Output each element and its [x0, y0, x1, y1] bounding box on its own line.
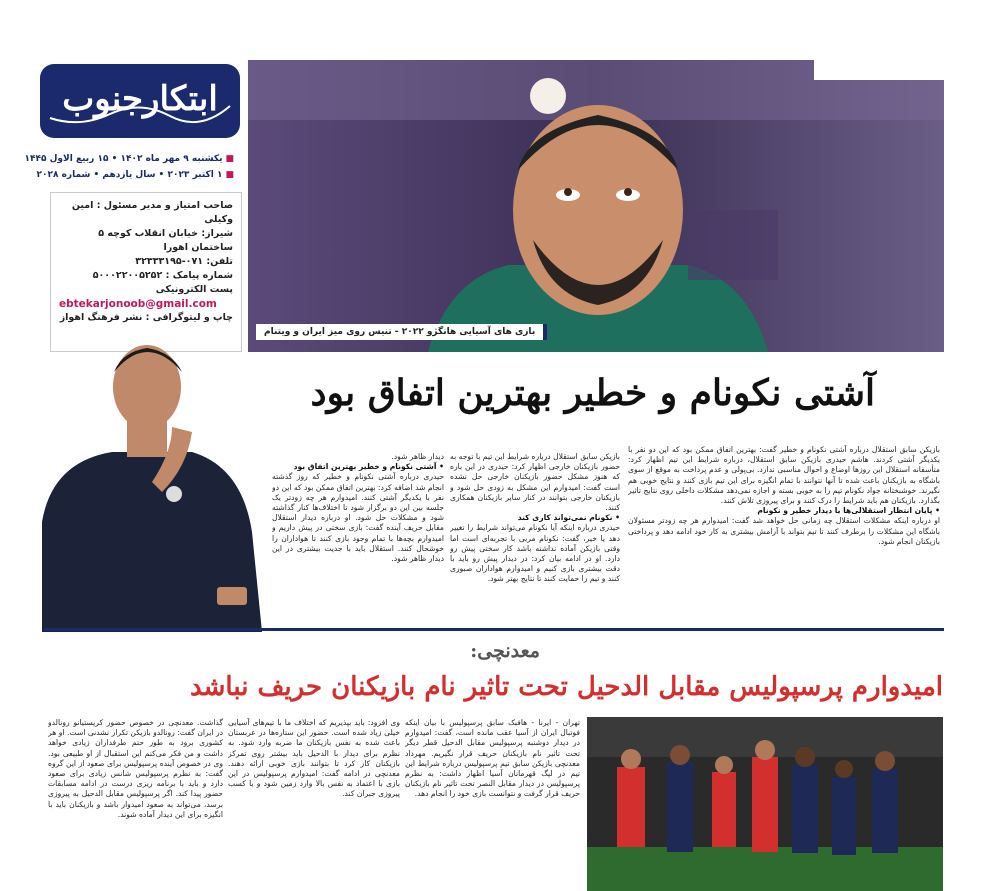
article1-col1: بازیکن سابق استقلال درباره آشتی نکونام و خطیر گفت: بهترین اتفاق ممکن بود که این دو نفر با یکدیگر آشتی کردند. هاشم حیدری بازیکن سابق استقلال، درباره شرایط این تیم اظهار کرد: متأسفانه استقلال این روزها اوضاع و احوال مناسبی ندارد. بی‌پولی و عدم پرداخت به موقع از سوی باشگاه به بازیکنان باعث شده تا آنها نتوانند با تمام انگیزه برای این تیم بازی کنند و نتایج خوبی هم نگیرند. خوشبختانه جواد نکونام تیم را به خوبی بسته و اجازه نمی‌دهد مشکلات داخلی روی نتایج تاثیر بگذارد. بازیکنان هم باید شرایط را درک کنند و برای پیروزی تلاش کنند. • پایان انتظار استقلالی‌ها با دیدار خطیر و نکونام او درباره اینکه مشکلات استقلال چه زمانی حل خواهد شد گفت: امیدوارم هر چه زودتر مسئولان باشگاه این مشکلات را برطرف کنند تا تیم بتواند با آرامش بیشتری به کار خود ادامه دهد و پرداختی بازیکنان انجام شود.: [628, 445, 940, 546]
article1-col2: بازیکن سابق استقلال درباره شرایط این تیم با توجه به حضور بازیکنان خارجی اظهار کرد: حیدری در این باره که هنوز مشکل حضور بازیکنان خارجی حل نشده است گفت: امیدوارم این مشکل به زودی حل شود و بازیکنان خارجی بتوانند در کنار سایر بازیکنان همکاری کنند. • نکونام نمی‌تواند کاری کند حیدری درباره اینکه آیا نکونام می‌تواند شرایط را تغییر دهد یا خیر، گفت: نکونام مربی با تجربه‌ای است اما وقتی بازیکن آماده نداشته باشد کار سختی پیش رو دارد. او در ادامه بیان کرد: در دیدار پیش رو باید با دقت بیشتری بازی کنیم و امیدوارم هواداران صبوری کنند و تیم را حمایت کنند تا نتایج بهتر شود.: [450, 452, 620, 584]
logo-text: ابتکارجنوب: [62, 79, 218, 119]
match-photo: [587, 717, 943, 891]
masthead: [24, 58, 240, 188]
article2-kicker: معدنچی:: [470, 640, 540, 662]
article2-col3: گذاشت. معدنچی در خصوص حضور کریستیانو رونالدو در ایران گفت: رونالدو بازیکن تکرار نشدنی است. او هر کشوری برود به طور حتم طرفداران زیادی خواهد داشت و من فکر می‌کنم این استقبال از او طبیعی بود. وی در خصوص آینده پرسپولیس برای صعود از این گروه گفت: به نظرم پرسپولیس شانس زیادی برای صعود دارد و باید با برنامه ریزی درست در ادامه مسابقات حضور پیدا کند. اگر پرسپولیس مقابل الدحیل به پیروزی برسد، می‌تواند به صعود امیدوار باشد و بازیکنان باید با انگیزه برای این دیدار آماده شوند.: [48, 718, 223, 819]
article2-headline[interactable]: امیدوارم پرسپولیس مقابل الدحیل تحت تاثیر نام بازیکنان حریف نباشد: [190, 672, 943, 702]
article1-sub1: • پایان انتظار استقلالی‌ها با دیدار خطیر و نکونام: [757, 506, 940, 516]
date-line-2: ■۱ اکتبر ۲۰۲۳ • سال یازدهم • شماره ۲۰۲۸: [36, 170, 234, 180]
article1-sub3: • آشتی نکونام و خطیر بهترین اتفاق بود: [293, 462, 444, 472]
article2-col1: تهران - ایرنا - هافبک سابق پرسپولیس با بیان اینکه فوتبال ایران از آسیا عقب مانده است، گفت: امیدوارم در دیدار دوشنبه پرسپولیس مقابل الدحیل قطر دیگر تحت تاثیر نام بازیکنان حریف قرار نگیریم. مهرداد معدنچی بازیکن سابق تیم پرسپولیس درباره شرایط این تیم در لیگ قهرمانان آسیا اظهار داشت: به نظرم پرسپولیس در دیدار مقابل النصر تحت تاثیر نام بازیکنان حریف قرار گرفت و نتوانست بازی خود را انجام دهد.: [405, 718, 580, 799]
section-divider: [44, 628, 944, 631]
imprint-box: [50, 192, 242, 352]
print-house: چاپ و لیتوگرافی : نشر فرهنگ اهواز: [59, 312, 233, 323]
article1-col3: دیدار ظاهر شود. • آشتی نکونام و خطیر بهترین اتفاق بود حیدری درباره آشتی نکونام و خطیر که روز گذشته انجام شد اضافه کرد: بهترین اتفاق ممکن بود که این دو نفر با یکدیگر آشتی کنند. امیدوارم هر چه زودتر یک جلسه بین این دو برگزار شود تا اختلاف‌ها کنار گذاشته شود و مشکلات حل شود. او درباره دیدار استقلال مقابل حریف آینده گفت: بازی سختی در پیش داریم و امیدوارم بچه‌ها با تمام وجود بازی کنند تا هواداران را خوشحال کنند. استقلال باید با جدیت بیشتری در این دیدار ظاهر شود.: [272, 452, 444, 564]
sms: شماره پیامک : ۵۰۰۰۲۲۰۰۵۲۵۲: [92, 270, 233, 281]
phone: تلفن: ۰۷۱-۳۲۳۳۳۱۹۵: [135, 256, 233, 267]
email-label: پست الکترونیکی: [155, 284, 233, 295]
hero-caption: بازی های آسیایی هانگژو ۲۰۲۲ - تنیس روی میز ایران و ویتنام: [256, 324, 547, 340]
date-line-1: ■یکشنبه ۹ مهر ماه ۱۴۰۲ • ۱۵ ربیع الاول ۱۴۴۵: [24, 154, 234, 164]
article1-headline[interactable]: آشتی نکونام و خطیر بهترین اتفاق بود: [310, 372, 875, 414]
hero-photo: [248, 60, 944, 352]
article2-col2: وی افزود: باید بپذیریم که اختلاف ما با تیم‌های آسیایی خیلی زیاد شده است. حضور این ستاره‌ها در عربستان باعث شده به نفس بازیکنان ما ضربه وارد شود. به نظرم برای دیدار با الدحیل باید بیشتر روی تمرکز بازیکنان کار کرد تا بتوانند بازی خوبی ارائه دهند. معدنچی در ادامه گفت: امیدوارم پرسپولیس در این بازی با اعتماد به نفس بالا وارد زمین شود و با کسب پیروزی جبران کند.: [228, 718, 400, 799]
coach-photo: [22, 332, 272, 632]
hero-corner-cut: [814, 60, 944, 80]
publisher: صاحب امتیاز و مدیر مسئول : امین وکیلی: [71, 200, 233, 225]
email-link[interactable]: ebtekarjonoob@gmail.com: [59, 298, 217, 310]
address: شیراز: خیابان انقلاب کوچه ۵ ساختمان اهورا: [98, 228, 233, 253]
article1-sub2: • نکونام نمی‌تواند کاری کند: [517, 513, 620, 523]
tagline: روزنامه صبح جنوب کشور: [119, 68, 232, 78]
